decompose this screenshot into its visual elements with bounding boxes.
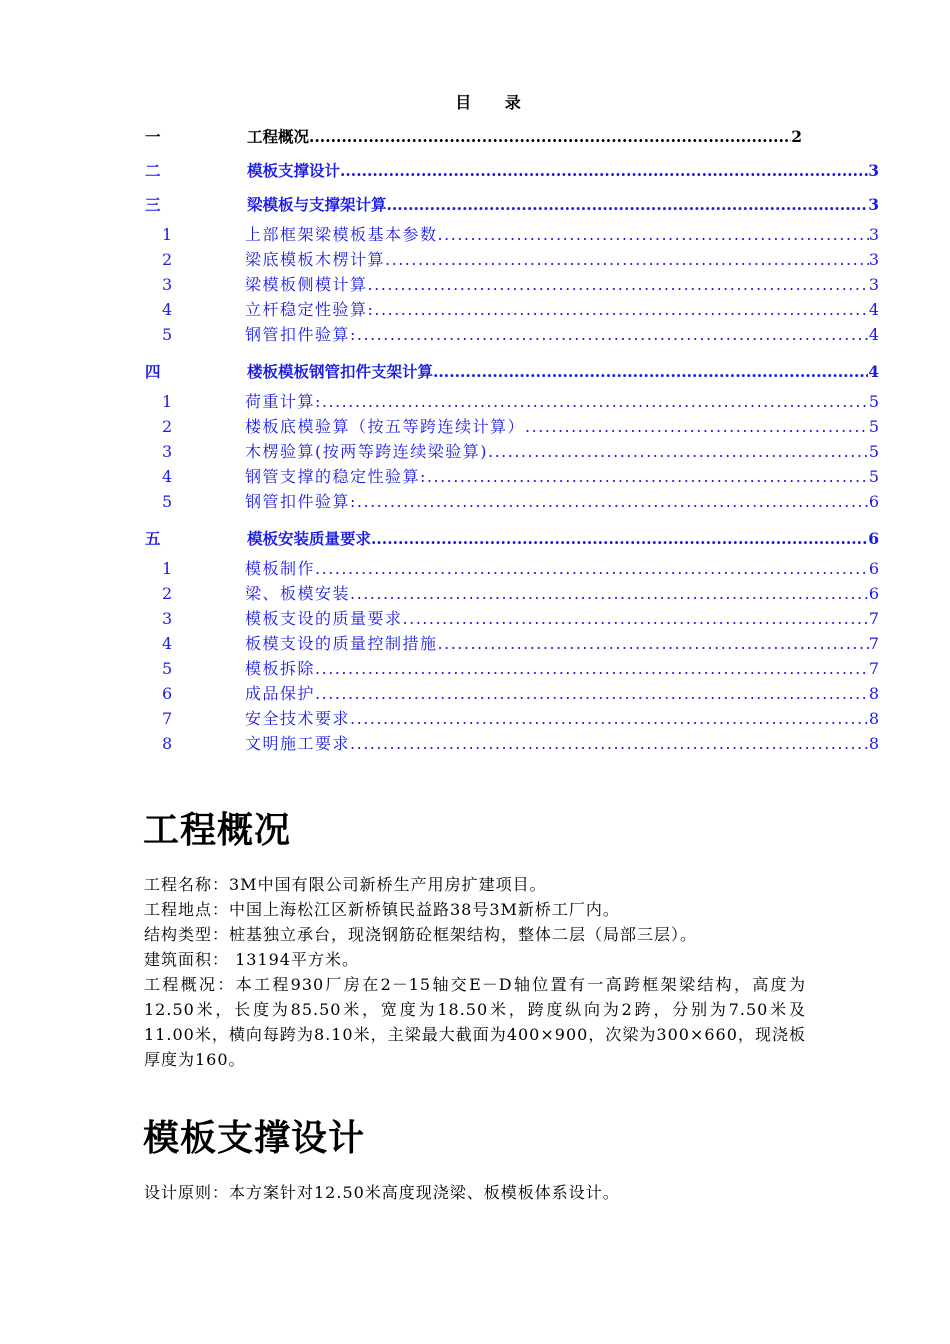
toc-entry-page: 3 [868,161,879,180]
toc-entry-label: 上部框架梁模板基本参数 [245,225,438,244]
toc-entry-5-1[interactable] [143,556,879,581]
toc-leader-dots [438,222,869,247]
toc-leader-dots [385,247,869,272]
toc-leader-dots [368,272,869,297]
toc-entry-page: 7 [868,659,879,678]
toc-entry-label: 楼板模板钢管扣件支架计算 [247,362,434,381]
toc-leader-dots [488,439,869,464]
toc-entry-page: 6 [868,529,879,548]
toc-leader-dots [374,297,868,322]
toc-entry-number: 6 [162,684,173,703]
toc-entry-4-5[interactable] [143,489,879,514]
toc-entry-label: 梁、板模安装 [245,584,351,603]
toc-leader-dots [350,581,869,606]
toc-entry-label: 梁底模板木楞计算 [245,250,386,269]
toc-entry-page: 5 [868,467,879,486]
toc-entry-label: 钢管扣件验算: [245,325,357,344]
toc-entry-page: 6 [868,492,879,511]
section-body-formwork-design [144,1180,806,1205]
paragraph-project-location: 工程地点：中国上海松江区新桥镇民益路38号3M新桥工厂内。 [144,900,620,919]
toc-entry-label: 文明施工要求 [245,734,351,753]
toc-leader-dots [433,355,868,389]
toc-entry-label: 安全技术要求 [245,709,351,728]
toc-entry-number: 一 [145,127,161,146]
toc-entry-label: 工程概况 [247,127,310,146]
toc-entry-label: 模板拆除 [245,659,316,678]
toc-entry-label: 成品保护 [245,684,316,703]
toc-entry-page: 5 [868,417,879,436]
paragraph-building-area: 建筑面积： 13194平方米。 [144,950,359,969]
toc-entry-label: 模板安装质量要求 [247,529,372,548]
toc-entry-5-7[interactable] [143,706,879,731]
toc-entry-page: 7 [868,634,879,653]
toc-leader-dots [350,706,869,731]
toc-entry-5-4[interactable] [143,631,879,656]
toc-entry-5-5[interactable] [143,656,879,681]
toc-leader-dots [357,322,869,347]
paragraph-project-name: 工程名称：3M中国有限公司新桥生产用房扩建项目。 [144,875,547,894]
toc-entry-label: 板模支设的质量控制措施 [245,634,438,653]
toc-leader-dots [350,731,869,756]
toc-leader-dots [403,606,869,631]
toc-entry-3-2[interactable] [143,247,879,272]
toc-entry-page: 4 [868,362,879,381]
toc-entry-label: 荷重计算: [245,392,322,411]
section-heading-formwork-design: 模板支撑设计 [143,1118,366,1159]
toc-entry-label: 梁模板与支撑架计算 [247,195,387,214]
toc-leader-dots [387,188,869,222]
toc-leader-dots [322,389,869,414]
toc-entry-3[interactable] [143,188,879,222]
section-body-project-overview [144,872,806,1072]
toc-entry-4[interactable] [143,355,879,389]
toc-entry-number: 2 [162,417,173,436]
toc-entry-page: 3 [868,225,879,244]
toc-entry-number: 1 [162,392,173,411]
toc-entry-label: 模板支撑设计 [247,161,341,180]
toc-title: 目 录 [455,93,535,112]
toc-leader-dots [315,656,869,681]
toc-entry-number: 8 [162,734,173,753]
toc-leader-dots [427,464,869,489]
toc-entry-5[interactable] [143,522,879,556]
toc-entry-page: 8 [868,709,879,728]
toc-entry-page: 7 [868,609,879,628]
toc-entry-5-8[interactable] [143,731,879,756]
toc-entry-page: 2 [791,127,802,146]
toc-entry-5-6[interactable] [143,681,879,706]
table-of-contents [143,120,879,756]
toc-entry-page: 6 [868,584,879,603]
toc-entry-number: 2 [162,250,173,269]
toc-entry-page: 4 [868,300,879,319]
toc-entry-page: 8 [868,734,879,753]
toc-entry-number: 4 [162,634,173,653]
toc-entry-5-2[interactable] [143,581,879,606]
toc-entry-3-4[interactable] [143,297,879,322]
toc-entry-5-3[interactable] [143,606,879,631]
toc-entry-label: 木楞验算(按两等跨连续梁验算) [245,442,488,461]
toc-entry-label: 梁模板侧模计算 [245,275,368,294]
toc-entry-page: 8 [868,684,879,703]
toc-entry-4-4[interactable] [143,464,879,489]
toc-entry-label: 钢管扣件验算: [245,492,357,511]
toc-leader-dots [315,681,869,706]
toc-entry-label: 楼板底模验算（按五等跨连续计算） [245,417,526,436]
toc-entry-number: 3 [162,442,173,461]
toc-entry-page: 4 [868,325,879,344]
paragraph-project-summary: 工程概况：本工程930厂房在2－15轴交E－D轴位置有一高跨框架梁结构，高度为12.50米，长度为85.50米，宽度为18.50米，跨度纵向为2跨，分别为7.50米及11.00米，横向每跨为8.10米，主梁最大截面为400×900，次梁为300×660，现浇板厚度为160。 [144,975,806,1069]
toc-leader-dots [309,120,791,154]
toc-entry-number: 2 [162,584,173,603]
toc-entry-4-1[interactable] [143,389,879,414]
toc-entry-number: 五 [145,529,161,548]
toc-entry-number: 5 [162,492,173,511]
toc-entry-page: 3 [868,250,879,269]
toc-entry-page: 5 [868,392,879,411]
toc-entry-number: 1 [162,559,173,578]
toc-entry-2[interactable] [143,154,879,188]
toc-entry-label: 模板制作 [245,559,316,578]
toc-entry-page: 3 [868,195,879,214]
paragraph-design-principle: 设计原则：本方案针对12.50米高度现浇梁、板模板体系设计。 [144,1183,620,1202]
toc-entry-number: 1 [162,225,173,244]
toc-entry-3-5[interactable] [143,322,879,347]
toc-entry-label: 钢管支撑的稳定性验算: [245,467,427,486]
toc-entry-3-3[interactable] [143,272,879,297]
toc-entry-number: 4 [162,300,173,319]
toc-entry-label: 模板支设的质量要求 [245,609,403,628]
toc-entry-number: 4 [162,467,173,486]
toc-entry-number: 3 [162,275,173,294]
toc-leader-dots [315,556,869,581]
toc-leader-dots [438,631,869,656]
toc-entry-page: 5 [868,442,879,461]
toc-entry-1[interactable] [143,120,802,154]
toc-entry-4-2[interactable] [143,414,879,439]
toc-entry-4-3[interactable] [143,439,879,464]
toc-entry-number: 四 [145,362,161,381]
section-heading-project-overview: 工程概况 [143,810,292,851]
toc-entry-label: 立杆稳定性验算: [245,300,375,319]
toc-entry-number: 5 [162,325,173,344]
toc-entry-number: 7 [162,709,173,728]
toc-leader-dots [357,489,869,514]
paragraph-structure-type: 结构类型：桩基独立承台，现浇钢筋砼框架结构，整体二层（局部三层）。 [144,925,698,944]
toc-leader-dots [340,154,868,188]
toc-leader-dots [525,414,869,439]
toc-entry-number: 3 [162,609,173,628]
toc-entry-page: 6 [868,559,879,578]
toc-entry-number: 二 [145,161,161,180]
toc-entry-3-1[interactable] [143,222,879,247]
toc-leader-dots [371,522,868,556]
toc-entry-number: 5 [162,659,173,678]
toc-entry-number: 三 [145,195,161,214]
toc-entry-page: 3 [868,275,879,294]
